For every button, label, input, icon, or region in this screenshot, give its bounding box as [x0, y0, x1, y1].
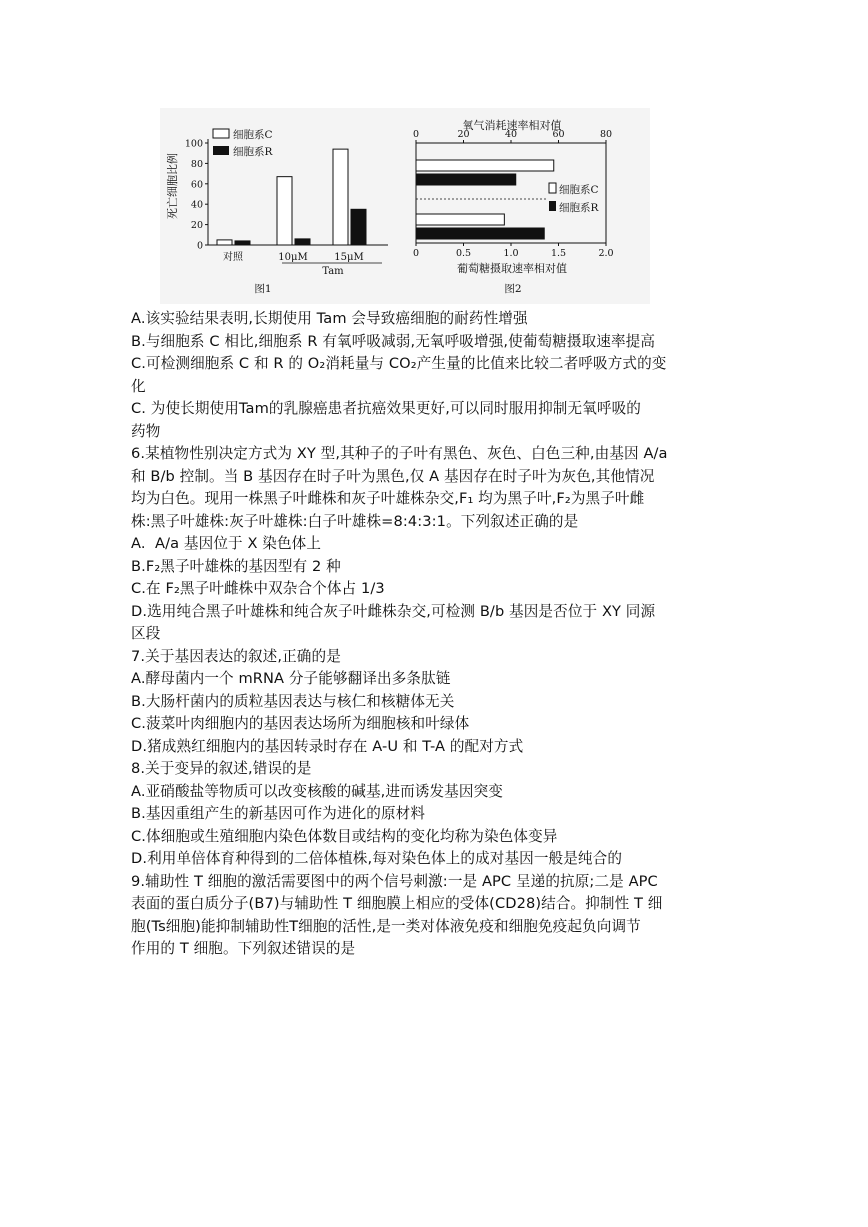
- fig1-legend: [213, 128, 273, 158]
- text-line: 化: [131, 377, 146, 395]
- fig1-caption: 图1: [254, 283, 272, 295]
- fig1-legend-r: 细胞系R: [233, 146, 273, 158]
- fig2-bottom-tick-label: 0.5: [455, 248, 472, 259]
- question-text: [131, 308, 739, 961]
- fig2-bottom-tick-label: 1.0: [503, 248, 519, 259]
- fig1-ytick-label: 40: [190, 199, 203, 211]
- fig1-group-title: Tam: [322, 266, 344, 277]
- text-line: A.亚硝酸盐等物质可以改变核酸的碱基,进而诱发基因突变: [131, 782, 503, 800]
- fig1-ytick-label: 20: [190, 220, 203, 232]
- fig1-ytick-label: 0: [196, 240, 203, 252]
- fig2-top-tick-label: 20: [457, 129, 470, 140]
- text-line: 作用的 T 细胞。下列叙述错误的是: [131, 940, 356, 957]
- fig1-category-label: 15μM: [334, 252, 364, 263]
- fig2-top-tick-label: 80: [599, 129, 613, 140]
- text-line: C.菠菜叶肉细胞内的基因表达场所为细胞核和叶绿体: [131, 715, 470, 732]
- text-line: B.F₂黑子叶雄株的基因型有 2 种: [131, 557, 341, 575]
- fig2-bars: [416, 160, 554, 239]
- fig1-bar: [217, 240, 232, 245]
- fig2-bar-glucose: [416, 228, 544, 239]
- fig2-bar-oxygen: [416, 160, 554, 171]
- text-line: D.利用单倍体育种得到的二倍体植株,每对染色体上的成对基因一般是纯合的: [131, 850, 623, 867]
- text-line: 均为白色。现用一株黑子叶雌株和灰子叶雄株杂交,F₁ 均为黑子叶,F₂为黑子叶雌: [131, 490, 645, 507]
- legend-swatch-r: [213, 146, 229, 155]
- text-line: 7.关于基因表达的叙述,正确的是: [131, 647, 341, 665]
- text-line: C.可检测细胞系 C 和 R 的 O₂消耗量与 CO₂产生量的比值来比较二者呼吸方式的变: [131, 355, 667, 372]
- text-line: 区段: [131, 625, 161, 642]
- fig1-bar: [295, 239, 310, 245]
- figure-panel: [160, 108, 650, 304]
- legend2-swatch-c: [549, 183, 556, 193]
- fig2-bar-oxygen: [416, 174, 516, 185]
- text-line: C. 为使长期使用Tam的乳腺癌患者抗癌效果更好,可以同时服用抑制无氧呼吸的: [131, 400, 641, 417]
- fig1-bar: [277, 177, 292, 245]
- legend2-swatch-r: [549, 201, 556, 211]
- fig1-legend-c: 细胞系C: [233, 129, 273, 141]
- fig2-top-tick-label: 0: [412, 129, 420, 140]
- text-line: 株:黑子叶雄株:灰子叶雄株:白子叶雄株=8:4:3:1。下列叙述正确的是: [131, 512, 579, 530]
- text-line: A.该实验结果表明,长期使用 Tam 会导致癌细胞的耐药性增强: [131, 310, 528, 327]
- fig1-bar: [333, 149, 348, 245]
- fig2-top-tick-label: 60: [552, 129, 565, 140]
- legend-swatch-c: [213, 129, 229, 138]
- fig2-bottom-title: 葡萄糖摄取速率相对值: [457, 262, 567, 275]
- fig2-bottom-tick-label: 2.0: [598, 248, 614, 259]
- fig2-bottom-tick-label: 1.5: [550, 248, 567, 259]
- fig1-ylabel: 死亡细胞比例: [166, 153, 179, 219]
- fig2-legend: [549, 183, 599, 214]
- text-line: B.基因重组产生的新基因可作为进化的原材料: [131, 805, 426, 822]
- text-line: 6.某植物性别决定方式为 XY 型,其种子的子叶有黑色、灰色、白色三种,由基因 A/a: [131, 445, 668, 462]
- text-line: B.大肠杆菌内的质粒基因表达与核仁和核糖体无关: [131, 692, 455, 710]
- figure1: [165, 128, 388, 295]
- text-line: 胞(Ts细胞)能抑制辅助性T细胞的活性,是一类对体液免疫和细胞免疫起负向调节: [131, 917, 641, 935]
- fig1-bar: [235, 241, 250, 245]
- fig2-bar-glucose: [416, 214, 504, 225]
- fig2-legend-c: 细胞系C: [559, 184, 599, 196]
- text-line: 表面的蛋白质分子(B7)与辅助性 T 细胞膜上相应的受体(CD28)结合。抑制性 T 细: [131, 895, 663, 912]
- figure2: [413, 118, 614, 295]
- fig1-ytick-label: 60: [190, 179, 203, 191]
- fig1-bar: [351, 209, 366, 245]
- fig1-category-label: 对照: [223, 252, 243, 263]
- text-line: D.选用纯合黑子叶雄株和纯合灰子叶雌株杂交,可检测 B/b 基因是否位于 XY 同源: [131, 602, 656, 620]
- text-line: 药物: [131, 422, 161, 440]
- figures-svg: [160, 108, 650, 304]
- text-line: 和 B/b 控制。当 B 基因存在时子叶为黑色,仅 A 基因存在时子叶为灰色,其他情况: [131, 467, 655, 485]
- fig1-bars: [217, 149, 366, 245]
- fig2-top-title: 氧气消耗速率相对值: [462, 119, 562, 132]
- fig1-ytick-label: 100: [184, 138, 203, 150]
- fig1-category-label: 10μM: [278, 252, 308, 263]
- text-line: B.与细胞系 C 相比,细胞系 R 有氧呼吸减弱,无氧呼吸增强,使葡萄糖摄取速率提高: [131, 332, 656, 350]
- fig1-ytick-label: 80: [190, 158, 203, 170]
- text-line: C.体细胞或生殖细胞内染色体数目或结构的变化均称为染色体变异: [131, 827, 558, 845]
- text-line: 9.辅助性 T 细胞的激活需要图中的两个信号刺激:一是 APC 呈递的抗原;二是 APC: [131, 872, 658, 890]
- text-line: A.酵母菌内一个 mRNA 分子能够翻译出多条肽链: [131, 670, 451, 687]
- text-line: C.在 F₂黑子叶雌株中双杂合个体占 1/3: [131, 580, 385, 597]
- fig2-top-tick-label: 40: [504, 129, 518, 140]
- fig2-legend-r: 细胞系R: [559, 202, 599, 214]
- fig2-caption: 图2: [504, 283, 522, 295]
- fig2-bottom-tick-label: 0: [412, 248, 420, 259]
- text-line: D.猪成熟红细胞内的基因转录时存在 A-U 和 T-A 的配对方式: [131, 737, 524, 755]
- text-line: 8.关于变异的叙述,错误的是: [131, 760, 312, 777]
- text-line: A. A/a 基因位于 X 染色体上: [131, 535, 322, 552]
